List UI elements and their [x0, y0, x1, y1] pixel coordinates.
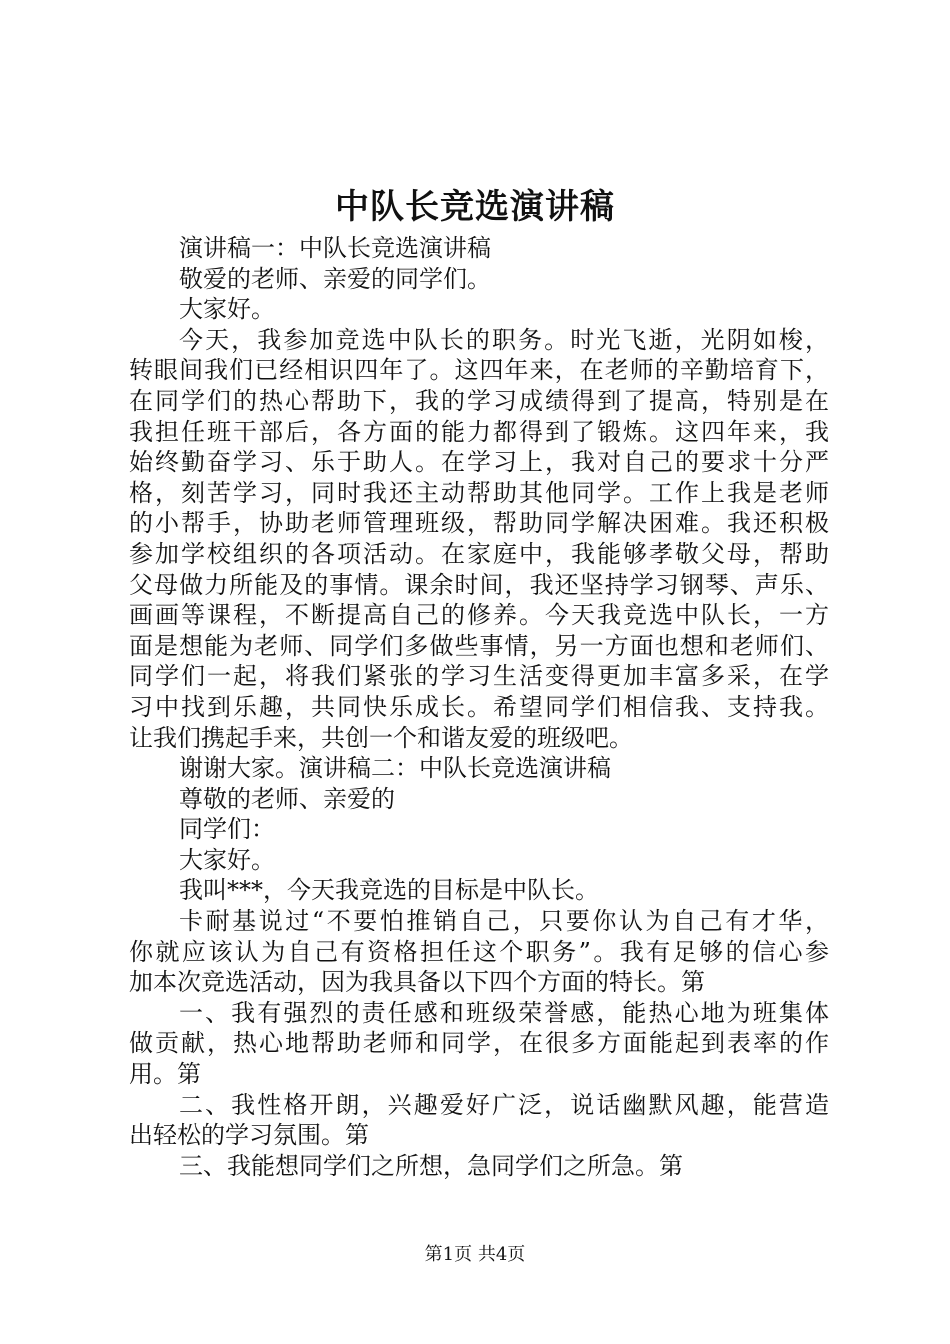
text-line: 谢谢大家。演讲稿二：中队长竞选演讲稿 — [179, 754, 611, 783]
text-line: 习中找到乐趣，共同快乐成长。希望同学们相信我、支持我。 — [129, 692, 829, 721]
text-line: 加本次竞选活动，因为我具备以下四个方面的特长。第 — [129, 968, 705, 997]
text-line: 父母做力所能及的事情。课余时间，我还坚持学习钢琴、声乐、 — [129, 570, 829, 599]
text-line: 三、我能想同学们之所想，急同学们之所急。第 — [179, 1151, 683, 1180]
text-line: 面是想能为老师、同学们多做些事情，另一方面也想和老师们、 — [129, 631, 829, 660]
text-line: 转眼间我们已经相识四年了。这四年来，在老师的辛勤培育下， — [129, 356, 829, 385]
text-line: 格，刻苦学习，同时我还主动帮助其他同学。工作上我是老师 — [129, 478, 829, 507]
text-line: 敬爱的老师、亲爱的同学们。 — [179, 264, 491, 293]
document-body — [129, 233, 829, 1181]
text-line: 做贡献，热心地帮助老师和同学，在很多方面能起到表率的作 — [129, 1029, 829, 1058]
text-line: 参加学校组织的各项活动。在家庭中，我能够孝敬父母，帮助 — [129, 539, 829, 568]
text-line: 在同学们的热心帮助下，我的学习成绩得到了提高，特别是在 — [129, 386, 829, 415]
document-title: 中队长竞选演讲稿 — [335, 187, 615, 227]
text-line: 今天，我参加竞选中队长的职务。时光飞逝，光阴如梭， — [179, 325, 829, 354]
text-line: 我担任班干部后，各方面的能力都得到了锻炼。这四年来，我 — [129, 417, 829, 446]
page-footer: 第1页 共4页 — [424, 1244, 526, 1265]
text-line: 用。第 — [129, 1060, 201, 1089]
text-line: 尊敬的老师、亲爱的 — [179, 784, 395, 813]
text-line: 始终勤奋学习、乐于助人。在学习上，我对自己的要求十分严 — [129, 448, 829, 477]
text-line: 我叫***，今天我竞选的目标是中队长。 — [179, 876, 599, 905]
text-line: 画画等课程，不断提高自己的修养。今天我竞选中队长，一方 — [129, 601, 829, 630]
text-line: 大家好。 — [179, 845, 275, 874]
text-line: 同学们： — [179, 815, 275, 844]
text-line: 演讲稿一：中队长竞选演讲稿 — [179, 234, 491, 262]
text-line: 二、我性格开朗，兴趣爱好广泛，说话幽默风趣，能营造 — [179, 1090, 829, 1119]
text-line: 大家好。 — [179, 295, 275, 324]
text-line: 的小帮手，协助老师管理班级，帮助同学解决困难。我还积极 — [129, 509, 829, 538]
text-line: 一、我有强烈的责任感和班级荣誉感，能热心地为班集体 — [179, 998, 829, 1027]
text-line: 出轻松的学习氛围。第 — [129, 1121, 369, 1150]
text-line: 卡耐基说过“不要怕推销自己，只要你认为自己有才华， — [179, 907, 829, 936]
text-line: 你就应该认为自己有资格担任这个职务”。我有足够的信心参 — [129, 937, 829, 966]
text-line: 让我们携起手来，共创一个和谐友爱的班级吧。 — [129, 723, 633, 752]
text-line: 同学们一起，将我们紧张的学习生活变得更加丰富多采，在学 — [129, 662, 829, 691]
